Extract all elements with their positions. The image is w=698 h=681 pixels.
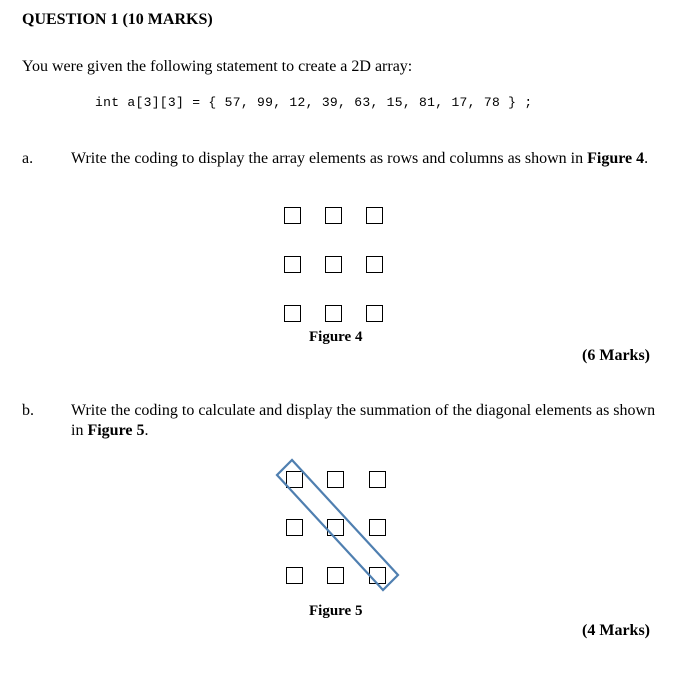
part-a-label: a. bbox=[22, 150, 34, 167]
figure-5-caption: Figure 5 bbox=[309, 603, 363, 619]
array-declaration-code: int a[3][3] = { 57, 99, 12, 39, 63, 15, 81, 17, 78 } ; bbox=[95, 95, 533, 110]
part-b-text-line1: Write the coding to calculate and display the summation of the diagonal elements as shown bbox=[71, 402, 656, 419]
question-intro: You were given the following statement to create a 2D array: bbox=[22, 58, 413, 75]
part-a-text-suffix: . bbox=[644, 150, 649, 167]
question-heading: QUESTION 1 (10 MARKS) bbox=[22, 11, 213, 28]
part-b-text-line2-suffix: . bbox=[144, 422, 149, 439]
diagonal-highlight-outline bbox=[277, 460, 398, 590]
figure-4-caption: Figure 4 bbox=[309, 329, 363, 345]
part-b-label: b. bbox=[22, 402, 34, 419]
part-b-figure-ref: Figure 5 bbox=[87, 422, 145, 439]
part-a-marks: (6 Marks) bbox=[582, 347, 650, 364]
part-a-figure-ref: Figure 4 bbox=[587, 150, 645, 167]
part-b-text-line2-prefix: in bbox=[71, 422, 88, 439]
part-b-marks: (4 Marks) bbox=[582, 622, 650, 639]
part-a-text-prefix: Write the coding to display the array elements as rows and columns as shown in bbox=[71, 150, 588, 167]
